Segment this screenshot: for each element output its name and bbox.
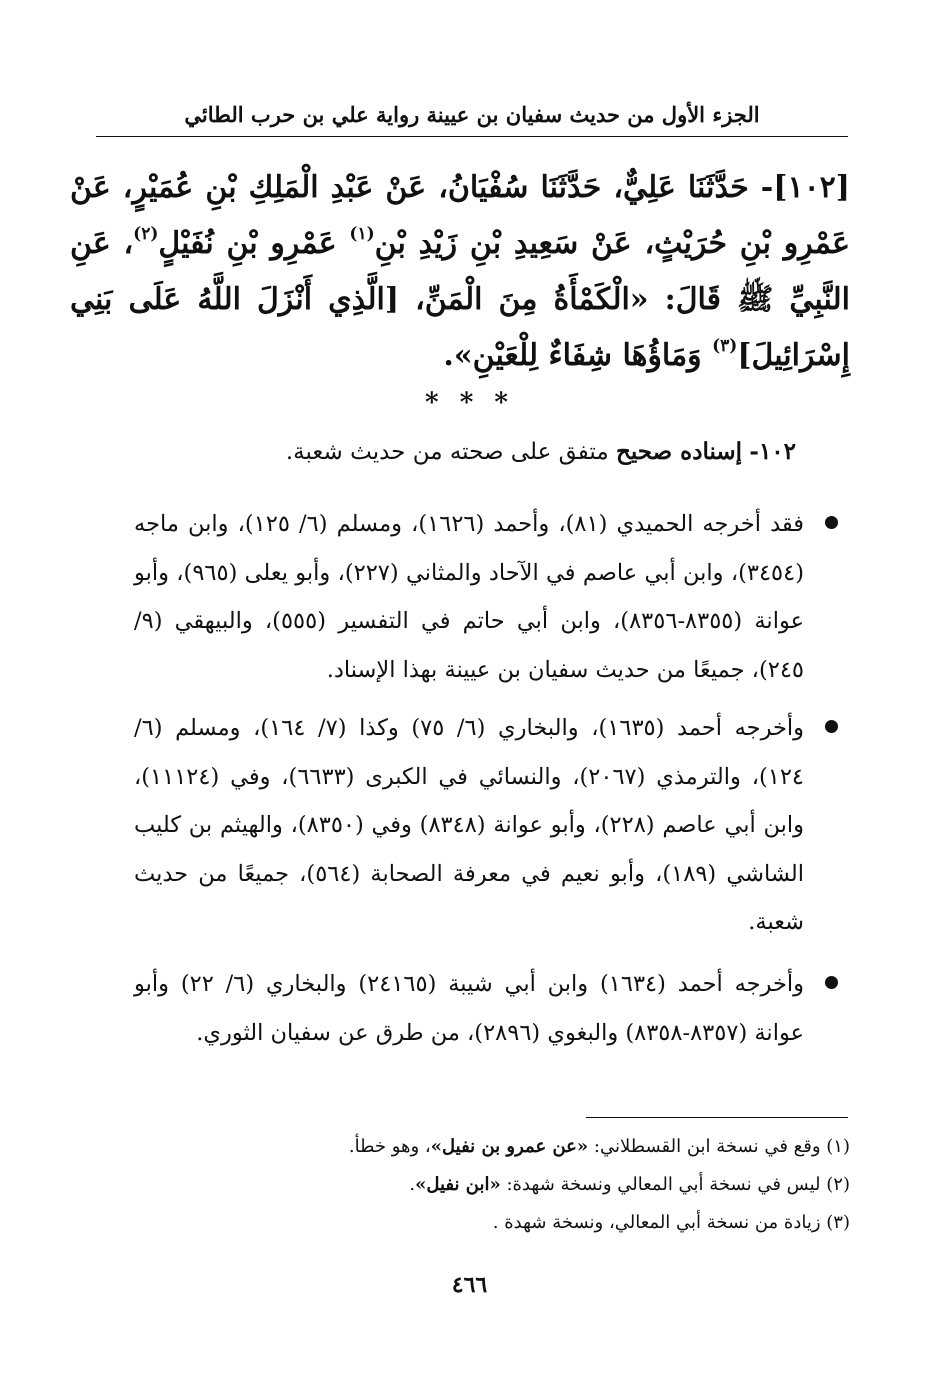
footnote-ref-1: (١) <box>349 224 375 244</box>
footnote-rule <box>586 1117 848 1118</box>
hadith-text <box>70 160 850 384</box>
bullet-icon <box>825 516 838 529</box>
footnotes <box>96 1128 850 1242</box>
footnote-number: (١) <box>826 1136 850 1157</box>
footnote-quote: «عن عمرو بن نفيل» <box>430 1136 589 1157</box>
takhrij-text: وأخرجه أحمد (١٦٣٤) وابن أبي شيبة (٢٤١٦٥) والبخاري (٦/ ٢٢) وأبو عوانة (٨٣٥٧-٨٣٥٨) والبغوي (٢٨٩٦)، من طرق عن سفيان الثوري. <box>134 971 804 1046</box>
footnote-number: (٣) <box>826 1212 850 1233</box>
footnote-text: ليس في نسخة أبي المعالي ونسخة شهدة: <box>500 1174 821 1195</box>
takhrij-text: وأخرجه أحمد (١٦٣٥)، والبخاري (٦/ ٧٥) وكذا (٧/ ١٦٤)، ومسلم (٦/ ١٢٤)، والترمذي (٢٠٦٧)، والنسائي في الكبرى (٦٦٣٣)، وفي (١١١٢٤)، وابن أبي عاصم (٢٢٨)، وأبو عوانة (٨٣٤٨) وفي (٨٣٥٠)، والهيثم بن كليب الشاشي (١٨٩)، وأبو نعيم في معرفة الصحابة (٥٦٤)، جميعًا من حديث شعبة. <box>134 715 805 935</box>
bullet-icon <box>825 720 838 733</box>
grading-rest: متفق على صحته من حديث شعبة. <box>285 439 609 465</box>
hadith-part-2: عَمْرِو بْنِ نُفَيْلٍ <box>158 226 350 261</box>
footnote-number: (٢) <box>826 1174 850 1195</box>
page-number: ٤٦٦ <box>451 1272 488 1298</box>
grading-line <box>96 432 796 472</box>
footnote-text: زيادة من نسخة أبي المعالي، ونسخة شهدة . <box>492 1212 821 1233</box>
footnote-2 <box>96 1166 850 1204</box>
footnote-ref-2: (٢) <box>133 224 159 244</box>
footnote-tail: ، وهو خطأ. <box>348 1136 431 1157</box>
grading-verdict: إسناده صحيح <box>616 438 743 465</box>
footnote-1 <box>96 1128 850 1166</box>
grading-number: ١٠٢- <box>749 438 796 465</box>
hadith-part-3: ، عَنِ النَّبِيِّ ﷺ قَالَ: «الْكَمْأَةُ مِنَ الْمَنِّ، [الَّذِي أَنْزَلَ اللَّهُ عَلَى بَنِي إِسْرَائِيلَ] <box>70 226 850 373</box>
bullet-icon <box>825 976 838 989</box>
footnote-ref-3: (٣) <box>712 336 738 356</box>
footnote-3 <box>96 1204 850 1242</box>
footnote-tail: . <box>409 1174 416 1195</box>
header-rule <box>96 136 848 137</box>
hadith-part-1: [١٠٢]- حَدَّثَنَا عَلِيٌّ، حَدَّثَنَا سُفْيَانُ، عَنْ عَبْدِ الْمَلِكِ بْنِ عُمَيْرٍ، عَنْ عَمْرِو بْنِ حُرَيْثٍ، عَنْ سَعِيدِ بْنِ زَيْدِ بْنِ <box>70 170 850 261</box>
running-header: الجزء الأول من حديث سفيان بن عيينة رواية علي بن حرب الطائي <box>184 102 760 127</box>
hadith-part-4: وَمَاؤُهَا شِفَاءٌ لِلْعَيْنِ». <box>443 338 713 373</box>
takhrij-text: فقد أخرجه الحميدي (٨١)، وأحمد (١٦٢٦)، ومسلم (٦/ ١٢٥)، وابن ماجه (٣٤٥٤)، وابن أبي عاصم في الآحاد والمثاني (٢٢٧)، وأبو يعلى (٩٦٥)، وأبو عوانة (٨٣٥٥-٨٣٥٦)، وابن أبي حاتم في التفسير (٥٥٥)، والبيهقي (٩/ ٢٤٥)، جميعًا من حديث سفيان بن عيينة بهذا الإسناد. <box>134 511 805 683</box>
footnote-text: وقع في نسخة ابن القسطلاني: <box>588 1136 821 1157</box>
footnote-quote: «ابن نفيل» <box>415 1174 501 1195</box>
section-separator: * * * <box>425 388 514 418</box>
